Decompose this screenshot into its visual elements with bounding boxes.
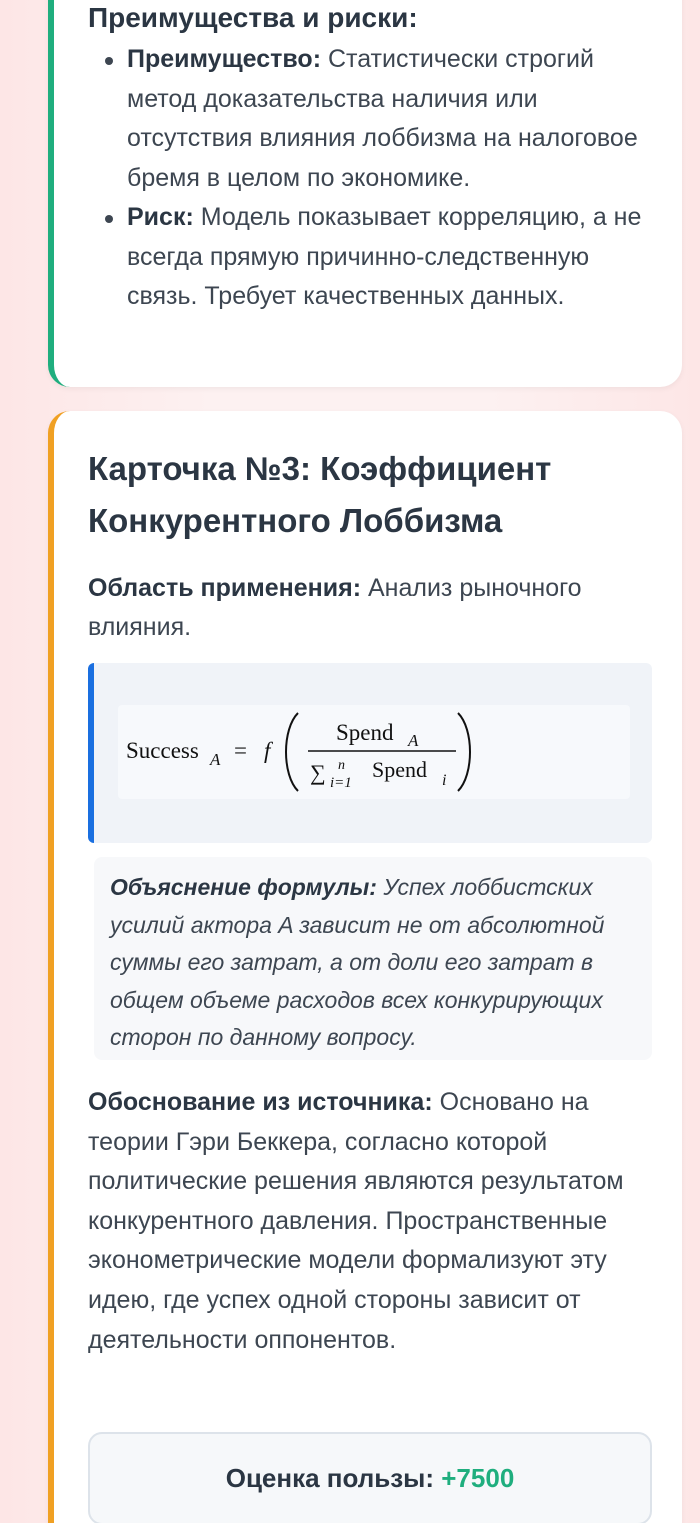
usefulness-score: [88, 1432, 652, 1523]
formula-sum-lower: i=1: [330, 775, 352, 791]
formula-func: f: [264, 738, 271, 763]
formula-denominator: Spend: [372, 757, 427, 782]
risk-text: Модель показывает корреляцию, а не всегда прямую причинно-следственную связь. Требует качественных данных.: [127, 203, 642, 310]
pros-cons-heading: Преимущества и риски:: [88, 2, 418, 33]
formula-svg: [118, 705, 630, 799]
left-paren-icon: [286, 713, 298, 791]
list-item-advantage: [88, 40, 658, 198]
basis-label: Обоснование из источника:: [88, 1088, 433, 1116]
risk-label: Риск:: [127, 203, 194, 231]
formula-numerator-sub: A: [408, 731, 419, 750]
formula-lhs-sub: A: [210, 750, 221, 769]
score-value: +7500: [441, 1463, 515, 1493]
formula-sum-upper: n: [338, 758, 345, 773]
explanation-label: Объяснение формулы:: [110, 874, 377, 900]
formula-denominator-sub: i: [442, 772, 447, 789]
bullet-icon: [105, 215, 113, 223]
formula-numerator: Spend: [336, 720, 394, 745]
formula-block: [88, 663, 652, 843]
advantage-label: Преимущество:: [127, 45, 322, 73]
source-basis: [88, 1083, 648, 1360]
scope-paragraph: [88, 569, 648, 647]
bullet-icon: [105, 57, 113, 65]
formula-sum: ∑: [310, 760, 326, 785]
scope-label: Область применения:: [88, 574, 362, 602]
right-paren-icon: [458, 713, 470, 791]
card-title: Карточка №3: Коэффициент Конкурентного Лоббизма: [88, 450, 552, 539]
list-item-risk: [88, 198, 658, 317]
basis-text: Основано на теории Гэри Беккера, согласно которой политические решения являются результатом конкурентного давления. Пространственные эконометрические модели формализуют эту идею, где успех одной стороны зависит от деятельности оппонентов.: [88, 1088, 624, 1354]
score-label: Оценка пользы:: [225, 1463, 435, 1493]
pros-cons-list: [88, 40, 658, 317]
formula-explanation: [94, 857, 652, 1060]
advantage-text: Статистически строгий метод доказательства наличия или отсутствия влияния лоббизма на налоговое бремя в целом по экономике.: [127, 45, 638, 192]
formula-equals: =: [234, 738, 247, 763]
formula-lhs: Success: [126, 738, 199, 763]
explanation-text: Успех лоббистских усилий актора A зависит не от абсолютной суммы его затрат, а от доли его затрат в общем объеме расходов всех конкурирующих сторон по данному вопросу.: [110, 874, 605, 1050]
formula-display: [118, 705, 630, 799]
scope-text: Анализ рыночного влияния.: [88, 574, 582, 641]
card-2: [48, 0, 682, 387]
card-3: [48, 411, 682, 1523]
